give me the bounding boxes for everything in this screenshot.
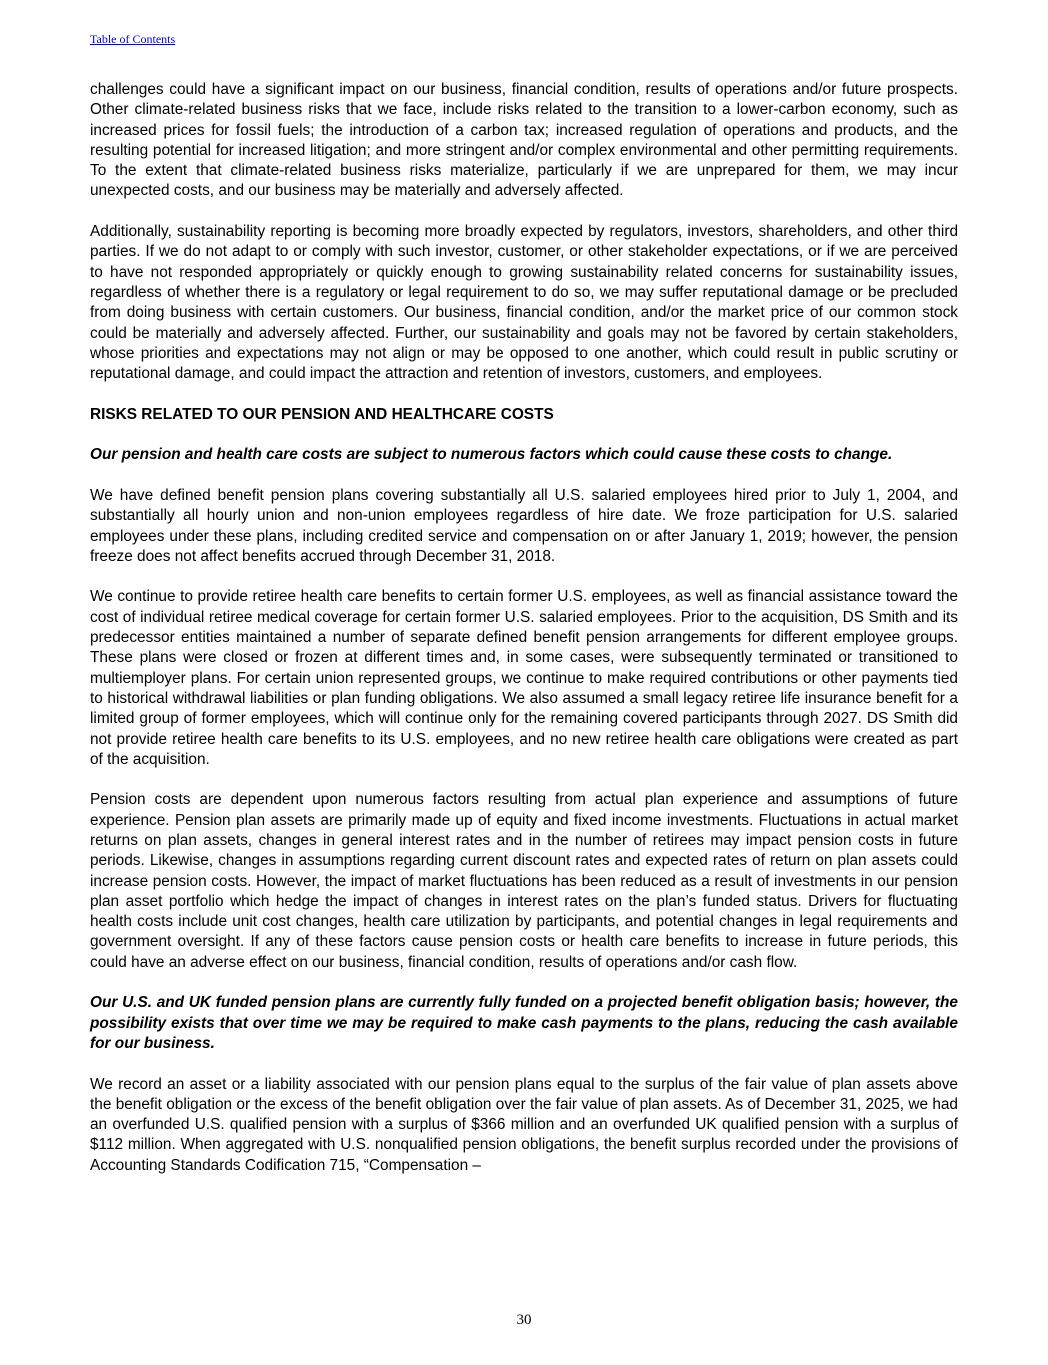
page-number: 30 (516, 1312, 532, 1328)
paragraph-pension-asset-liability: We record an asset or a liability associated with our pension plans equal to the surplus of the fair value of plan assets above the benefit obligation or the excess of the benefit obligation over the fair value of plan assets. As of December 31, 2025, we had an overfunded U.S. qualified pension with a surplus of $366 million and an overfunded UK qualified pension with a surplus of $112 million. When aggregated with U.S. nonqualified pension obligations, the benefit surplus recorded under the provisions of Accounting Standards Codification 715, “Compensation – (90, 1075, 958, 1174)
paragraph-retiree-health-care: We continue to provide retiree health care benefits to certain former U.S. employees, as well as financial assistance toward the cost of individual retiree medical coverage for certain former U.S. salaried employees. Prior to the acquisition, DS Smith and its predecessor entities maintained a number of separate defined benefit pension arrangements for different employee groups. These plans were closed or frozen at different times and, in some cases, were subsequently terminated or transitioned to multiemployer plans. For certain union represented groups, we continue to make required contributions or other payments tied to historical withdrawal liabilities or plan funding obligations. We also assumed a small legacy retiree life insurance benefit for a limited group of former employees, which will continue only for the remaining covered participants through 2027. DS Smith did not provide retiree health care benefits to its U.S. employees, and no new retiree health care obligations were created as part of the acquisition. (90, 588, 958, 768)
paragraph-defined-benefit-plans: We have defined benefit pension plans covering substantially all U.S. salaried employees hired prior to July 1, 2004, and substantially all hourly union and non-union employees regardless of hire date. We froze participation for U.S. salaried employees under these plans, including credited service and compensation on or after January 1, 2019; however, the pension freeze does not affect benefits accrued through December 31, 2018. (90, 486, 958, 565)
section-heading-pension-healthcare: RISKS RELATED TO OUR PENSION AND HEALTHCARE COSTS (90, 405, 554, 423)
paragraph-pension-cost-drivers: Pension costs are dependent upon numerous factors resulting from actual plan experience and assumptions of future experience. Pension plan assets are primarily made up of equity and fixed income investments. Fluctuations in actual market returns on plan assets, changes in general interest rates and in the number of retirees may impact pension costs in future periods. Likewise, changes in assumptions regarding current discount rates and expected rates of return on plan assets could increase pension costs. However, the impact of market fluctuations has been reduced as a result of investments in our pension plan asset portfolio which hedge the impact of changes in interest rates on the plan’s funded status. Drivers for fluctuating health costs include unit cost changes, health care utilization by participants, and potential changes in legal requirements and government oversight. If any of these factors cause pension costs or health care benefits to increase in future periods, this could have an adverse effect on our business, financial condition, results of operations and/or cash flow. (90, 791, 958, 971)
subheading-funded-pension-plans: Our U.S. and UK funded pension plans are currently fully funded on a projected benefit obligation basis; however, the possibility exists that over time we may be required to make cash payments to the plans, reducing the cash available for our business. (90, 994, 958, 1052)
table-of-contents-link[interactable]: Table of Contents (90, 32, 176, 46)
paragraph-sustainability-reporting: Additionally, sustainability reporting is becoming more broadly expected by regulators, investors, shareholders, and other third parties. If we do not adapt to or comply with such investor, customer, or other stakeholder expectations, or if we are perceived to have not responded appropriately or quickly enough to growing sustainability related concerns for sustainability issues, regardless of whether there is a regulatory or legal requirement to do so, we may suffer reputational damage or be precluded from doing business with certain customers. Our business, financial condition, and/or the market price of our common stock could be materially and adversely affected. Further, our sustainability and goals may not be favored by certain stakeholders, whose priorities and expectations may not align or may be opposed to one another, which could result in public scrutiny or reputational damage, and could impact the attraction and retention of investors, customers, and employees. (90, 223, 958, 383)
paragraph-climate-risks: challenges could have a significant impact on our business, financial condition, results of operations and/or future prospects. Other climate-related business risks that we face, include risks related to the transition to a lower-carbon economy, such as increased prices for fossil fuels; the introduction of a carbon tax; increased regulation of operations and products, and the resulting potential for increased litigation; and more stringent and/or complex environmental and other permitting requirements. To the extent that climate-related business risks materialize, particularly if we are unprepared for them, we may incur unexpected costs, and our business may be materially and adversely affected. (90, 81, 958, 200)
subheading-pension-costs-factors: Our pension and health care costs are subject to numerous factors which could cause these costs to change. (90, 446, 893, 464)
page-content (90, 80, 958, 1196)
